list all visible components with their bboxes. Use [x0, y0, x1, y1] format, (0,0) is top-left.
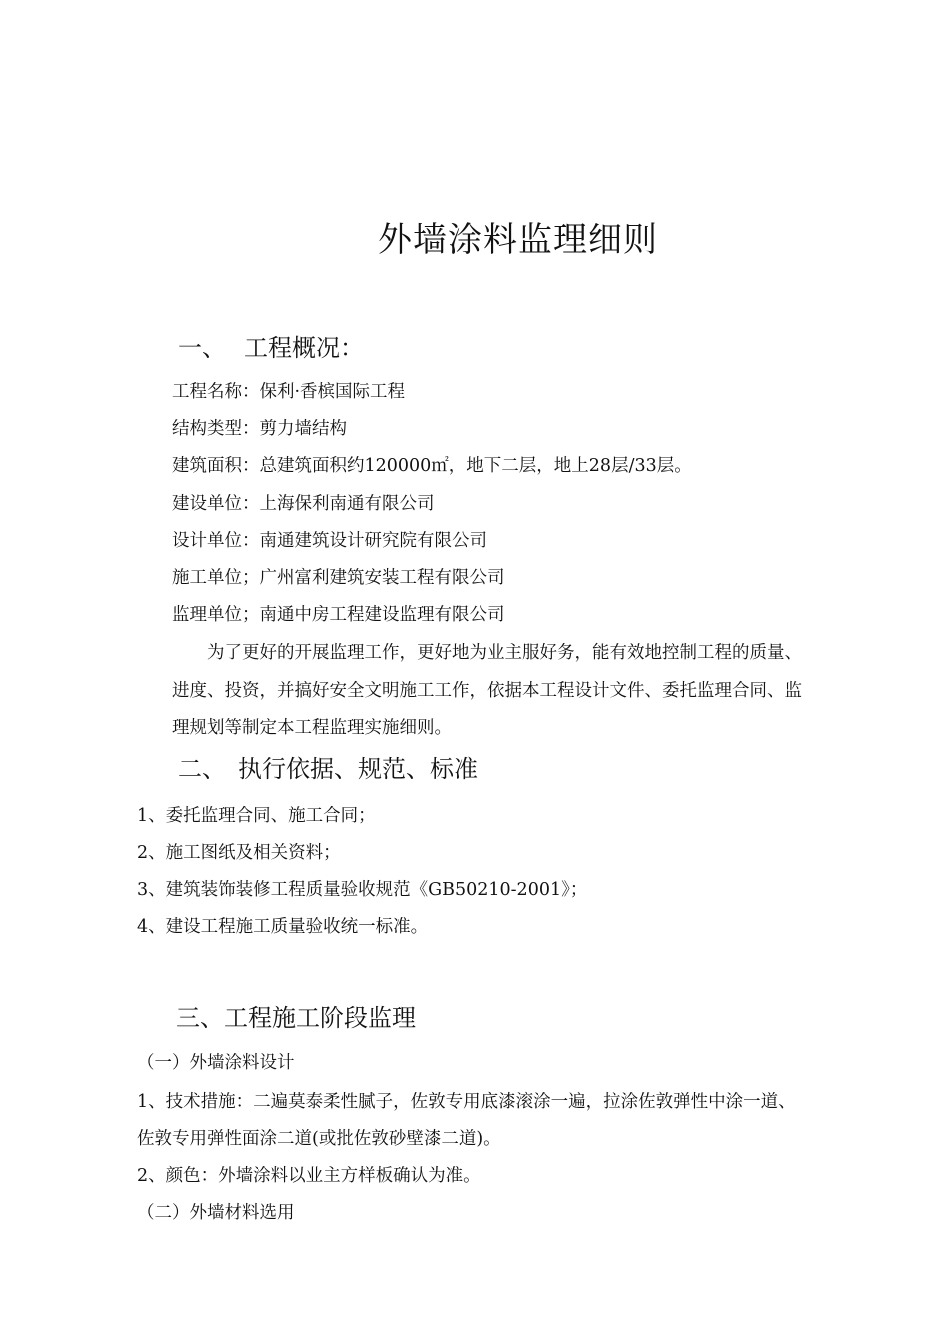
intro-paragraph-line-2: 进度、投资，并搞好安全文明施工工作，依据本工程设计文件、委托监理合同、监: [172, 681, 802, 701]
section-1-title: 工程概况：: [244, 334, 364, 362]
info-supervision-unit: 监理单位；南通中房工程建设监理有限公司: [172, 605, 505, 625]
section-1-heading: [178, 328, 364, 363]
section-3-heading: 三、工程施工阶段监理: [176, 1004, 416, 1032]
basis-item-4: 4、建设工程施工质量验收统一标准。: [137, 917, 429, 937]
tech-measures-line-1: 1、技术措施：二遍莫泰柔性腻子，佐敦专用底漆滚涂一遍，拉涂佐敦弹性中涂一道、: [137, 1092, 796, 1112]
intro-paragraph-line-1: 为了更好的开展监理工作，更好地为业主服好务，能有效地控制工程的质量、: [207, 643, 802, 663]
basis-item-1: 1、委托监理合同、施工合同；: [137, 806, 376, 826]
section-2-heading: [178, 749, 478, 784]
section-2-title: 执行依据、规范、标准: [238, 755, 478, 783]
document-title: 外墙涂料监理细则: [378, 220, 658, 260]
info-construction-unit: 施工单位；广州富利建筑安装工程有限公司: [172, 568, 505, 588]
section-1-number: 一、: [178, 334, 226, 362]
subsection-1-title: （一）外墙涂料设计: [137, 1053, 295, 1073]
color-item: 2、颜色：外墙涂料以业主方样板确认为准。: [137, 1166, 481, 1186]
basis-item-3: 3、建筑装饰装修工程质量验收规范《GB50210-2001》；: [137, 880, 588, 900]
basis-item-2: 2、施工图纸及相关资料；: [137, 843, 341, 863]
info-project-name: 工程名称：保利·香槟国际工程: [172, 382, 406, 402]
section-2-number: 二、: [178, 755, 226, 783]
info-owner-unit: 建设单位：上海保利南通有限公司: [172, 494, 435, 514]
tech-measures-line-2: 佐敦专用弹性面涂二道(或批佐敦砂壁漆二道)。: [137, 1129, 501, 1149]
subsection-2-title: （二）外墙材料选用: [137, 1203, 295, 1223]
intro-paragraph-line-3: 理规划等制定本工程监理实施细则。: [172, 718, 452, 738]
info-structure-type: 结构类型：剪力墙结构: [172, 419, 347, 439]
info-building-area: 建筑面积：总建筑面积约120000㎡，地下二层，地上28层/33层。: [172, 456, 692, 476]
info-design-unit: 设计单位：南通建筑设计研究院有限公司: [172, 531, 487, 551]
